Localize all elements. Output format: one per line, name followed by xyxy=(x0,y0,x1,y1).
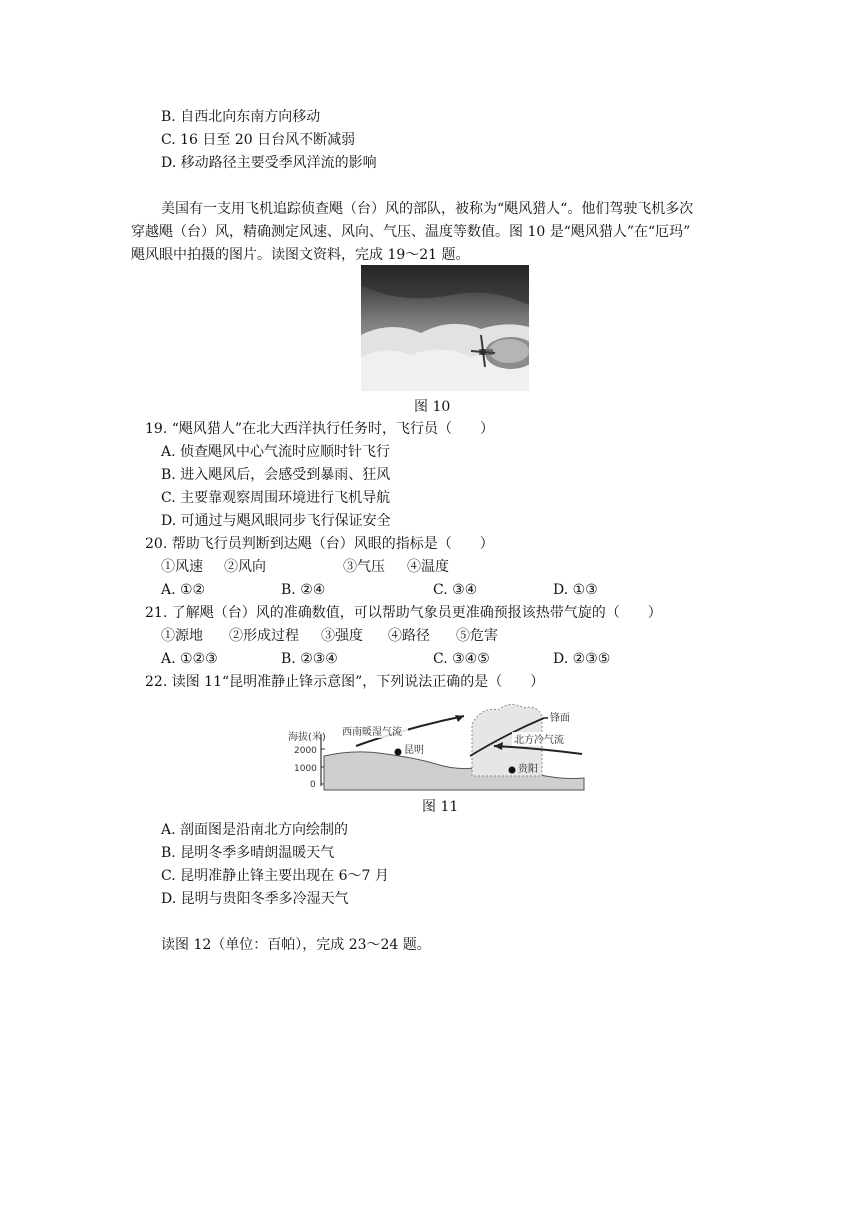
q21-option-a: A. ①②③ xyxy=(161,651,218,667)
fig11-front-label: 锋面 xyxy=(550,713,570,724)
kunming-front-diagram xyxy=(286,694,588,792)
q22-stem: 22. 读图 11“昆明准静止锋示意图”，下列说法正确的是（ ） xyxy=(145,674,545,690)
q18-option-d: D. 移动路径主要受季风洋流的影响 xyxy=(161,155,377,171)
fig11-warm-current-label: 西南暖湿气流 xyxy=(342,727,402,738)
fig11-city-guiyang: 贵阳 xyxy=(518,764,538,775)
q20-option-c: C. ③④ xyxy=(433,582,478,598)
passage1-line3: 飓风眼中拍摄的图片。读图文资料，完成 19～21 题。 xyxy=(131,247,470,263)
fig11-ylabel: 海拔(米) xyxy=(288,732,326,743)
q21-item-3: ③强度 xyxy=(321,628,363,644)
q20-stem: 20. 帮助飞行员判断到达飓（台）风眼的指标是（ ） xyxy=(145,536,494,552)
q21-option-b: B. ②③④ xyxy=(281,651,338,667)
q21-stem: 21. 了解飓（台）风的准确数值，可以帮助气象员更准确预报该热带气旋的（ ） xyxy=(145,605,662,621)
passage1-line1: 美国有一支用飞机追踪侦查飓（台）风的部队，被称为“飓风猎人“。他们驾驶飞机多次 xyxy=(161,201,694,217)
q20-item-4: ④温度 xyxy=(407,559,449,575)
q22-option-d: D. 昆明与贵阳冬季多冷湿天气 xyxy=(161,891,349,907)
q18-option-b: B. 自西北向东南方向移动 xyxy=(161,109,321,125)
q20-option-b: B. ②④ xyxy=(281,582,326,598)
q21-item-1: ①源地 xyxy=(161,628,203,644)
q18-option-c: C. 16 日至 20 日台风不断减弱 xyxy=(161,132,356,148)
passage2: 读图 12（单位：百帕），完成 23～24 题。 xyxy=(161,937,431,953)
fig11-tick-2000: 2000 xyxy=(294,746,317,756)
q20-option-a: A. ①② xyxy=(161,582,206,598)
q20-item-2: ②风向 xyxy=(224,559,266,575)
q21-option-d: D. ②③⑤ xyxy=(553,651,611,667)
kunming-marker xyxy=(395,749,402,756)
q22-option-c: C. 昆明准静止锋主要出现在 6～7 月 xyxy=(161,868,389,884)
q22-option-a: A. 剖面图是沿南北方向绘制的 xyxy=(161,822,349,838)
fig11-tick-0: 0 xyxy=(310,780,316,790)
fig11-cold-current-label: 北方冷气流 xyxy=(514,735,564,746)
figure-10-caption: 图 10 xyxy=(414,399,451,415)
q21-option-c: C. ③④⑤ xyxy=(433,651,490,667)
hurricane-eye-photo xyxy=(361,265,529,391)
q21-item-2: ②形成过程 xyxy=(229,628,299,644)
q20-item-3: ③气压 xyxy=(343,559,385,575)
guiyang-marker xyxy=(509,767,516,774)
q20-option-d: D. ①③ xyxy=(553,582,598,598)
q19-option-a: A. 侦查飓风中心气流时应顺时针飞行 xyxy=(161,444,391,460)
fig11-tick-1000: 1000 xyxy=(294,764,317,774)
q21-item-5: ⑤危害 xyxy=(456,628,498,644)
passage1-line2: 穿越飓（台）风，精确测定风速、风向、气压、温度等数值。图 10 是“飓风猎人”在“厄玛” xyxy=(131,224,691,240)
q20-item-1: ①风速 xyxy=(161,559,203,575)
figure-11-caption: 图 11 xyxy=(422,799,459,815)
q19-stem: 19. “飓风猎人”在北大西洋执行任务时，飞行员（ ） xyxy=(145,421,495,437)
fig11-city-kunming: 昆明 xyxy=(404,745,424,756)
q19-option-c: C. 主要靠观察周围环境进行飞机导航 xyxy=(161,490,391,506)
q19-option-b: B. 进入飓风后，会感受到暴雨、狂风 xyxy=(161,467,391,483)
q19-option-d: D. 可通过与飓风眼同步飞行保证安全 xyxy=(161,513,391,529)
q21-item-4: ④路径 xyxy=(388,628,430,644)
q22-option-b: B. 昆明冬季多晴朗温暖天气 xyxy=(161,845,335,861)
